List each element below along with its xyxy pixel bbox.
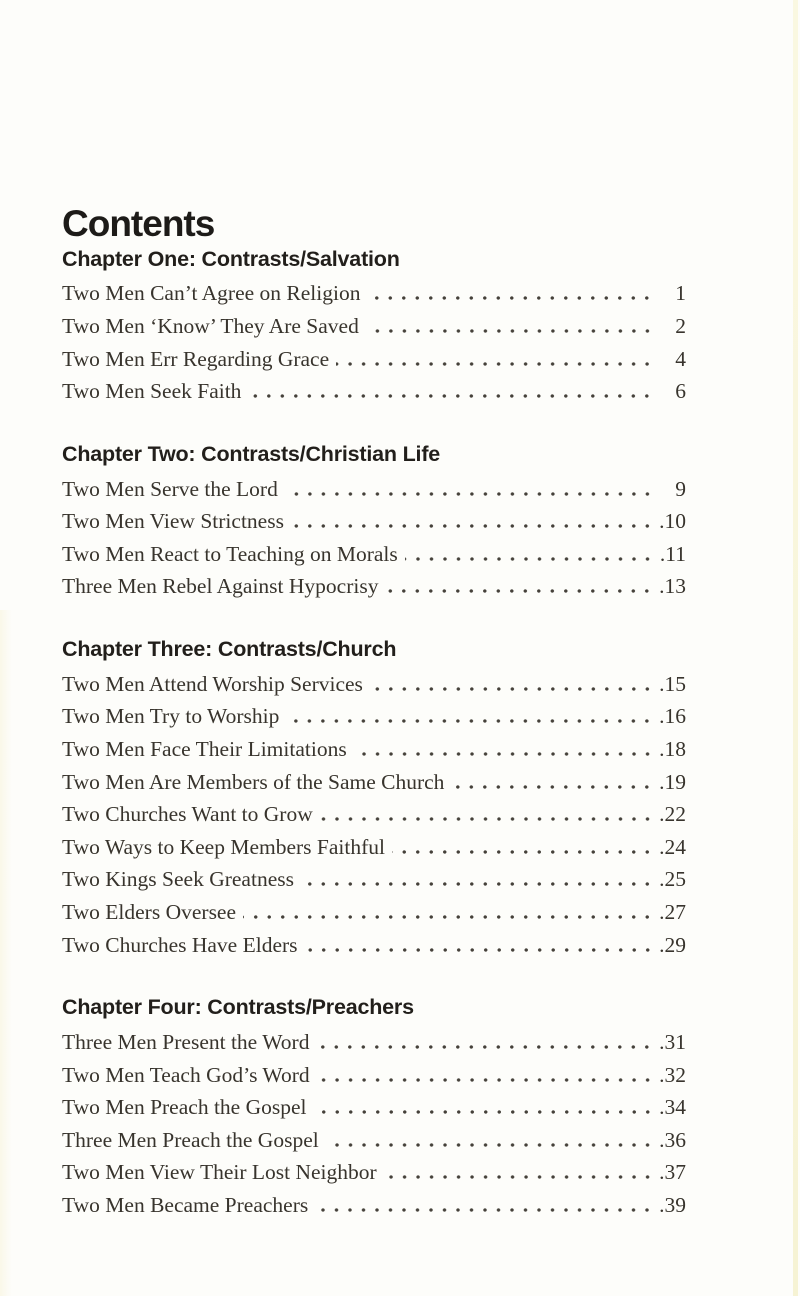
toc-entry-label: Two Men React to Teaching on Morals — [62, 541, 398, 566]
toc-entry-row — [62, 277, 686, 310]
toc-entry-label: Two Men Can’t Agree on Religion — [62, 281, 361, 306]
toc-entry-page: .22 — [659, 802, 686, 827]
toc-entry-page: .13 — [659, 574, 686, 599]
dot-leader — [336, 362, 654, 366]
dot-leader — [451, 785, 654, 789]
page-edge-shading-left — [0, 610, 12, 1296]
toc-entry-row — [62, 310, 686, 343]
table-of-contents — [62, 204, 686, 1222]
toc-entry-row — [62, 863, 686, 896]
toc-entry-label: Two Churches Want to Grow — [62, 802, 313, 827]
toc-entry-row — [62, 1156, 686, 1189]
toc-entry-row — [62, 505, 686, 538]
dot-leader — [243, 915, 654, 919]
toc-entry-page: .24 — [659, 834, 686, 859]
toc-section — [62, 961, 686, 1221]
toc-entry-label: Two Men Teach God’s Word — [62, 1062, 310, 1087]
page-edge-shading-right — [793, 0, 798, 1296]
toc-entry-label: Two Men Preach the Gospel — [62, 1095, 307, 1120]
toc-entry-row — [62, 929, 686, 962]
toc-entry-label: Two Ways to Keep Members Faithful — [62, 834, 385, 859]
dot-leader — [286, 719, 654, 723]
dot-leader — [366, 329, 654, 333]
toc-entry-row — [62, 700, 686, 733]
toc-entry-page: .31 — [659, 1029, 686, 1054]
toc-entry-row — [62, 473, 686, 506]
toc-entry-label: Two Men Err Regarding Grace — [62, 346, 330, 371]
chapter-heading: Chapter Four: Contrasts/Preachers — [62, 995, 414, 1020]
toc-entry-label: Two Men Try to Worship — [62, 704, 280, 729]
toc-entry-page: .15 — [659, 671, 686, 696]
dot-leader — [285, 492, 654, 496]
toc-entry-page: .34 — [659, 1095, 686, 1120]
toc-entry-label: Two Men Serve the Lord — [62, 476, 278, 501]
toc-entry-row — [62, 896, 686, 929]
toc-entry-page: 4 — [675, 346, 686, 371]
toc-section — [62, 408, 686, 603]
toc-entry-label: Two Churches Have Elders — [62, 932, 298, 957]
toc-entry-page: .39 — [659, 1192, 686, 1217]
toc-entry-page: 9 — [675, 476, 686, 501]
dot-leader — [248, 394, 654, 398]
toc-entry-row — [62, 831, 686, 864]
toc-entry-page: .29 — [659, 932, 686, 957]
dot-leader — [314, 1110, 655, 1114]
toc-entry-row — [62, 1091, 686, 1124]
toc-entry-label: Three Men Present the Word — [62, 1029, 310, 1054]
dot-leader — [354, 752, 654, 756]
toc-entry-label: Two Men Attend Worship Services — [62, 671, 363, 696]
toc-entry-row — [62, 668, 686, 701]
toc-entry-row — [62, 798, 686, 831]
toc-entry-label: Two Men Face Their Limitations — [62, 737, 347, 762]
toc-entry-page: .11 — [659, 541, 686, 566]
section-entries — [62, 473, 686, 603]
toc-entry-page: .25 — [659, 867, 686, 892]
toc-entry-page: 2 — [675, 314, 686, 339]
dot-leader — [385, 589, 654, 593]
dot-leader — [326, 1143, 654, 1147]
toc-entry-page: 1 — [675, 281, 686, 306]
toc-entry-label: Two Men Seek Faith — [62, 379, 242, 404]
dot-leader — [367, 296, 654, 300]
page-title: Contents — [62, 203, 215, 244]
toc-entry-page: 6 — [675, 379, 686, 404]
toc-entry-page: .37 — [659, 1160, 686, 1185]
section-entries — [62, 668, 686, 961]
toc-entry-page: .27 — [659, 899, 686, 924]
toc-entry-page: .18 — [659, 737, 686, 762]
toc-entry-page: .19 — [659, 769, 686, 794]
toc-entry-row — [62, 1059, 686, 1092]
section-entries — [62, 277, 686, 407]
dot-leader — [315, 1208, 654, 1212]
toc-entry-row — [62, 538, 686, 571]
toc-entry-page: .36 — [659, 1127, 686, 1152]
toc-entry-row — [62, 570, 686, 603]
chapter-heading: Chapter One: Contrasts/Salvation — [62, 246, 400, 271]
toc-entry-page: .32 — [659, 1062, 686, 1087]
toc-entry-row — [62, 733, 686, 766]
dot-leader — [405, 557, 654, 561]
dot-leader — [384, 1175, 654, 1179]
dot-leader — [316, 1045, 654, 1049]
toc-entry-label: Three Men Preach the Gospel — [62, 1127, 319, 1152]
dot-leader — [317, 1078, 654, 1082]
toc-entry-row — [62, 375, 686, 408]
toc-entry-label: Two Kings Seek Greatness — [62, 867, 294, 892]
toc-entry-label: Two Men View Their Lost Neighbor — [62, 1160, 377, 1185]
toc-entry-row — [62, 766, 686, 799]
chapter-heading: Chapter Three: Contrasts/Church — [62, 637, 397, 662]
toc-entry-row — [62, 1026, 686, 1059]
toc-entry-label: Two Men View Strictness — [62, 509, 284, 534]
dot-leader — [305, 948, 654, 952]
toc-entry-row — [62, 1124, 686, 1157]
dot-leader — [301, 882, 654, 886]
toc-entry-label: Three Men Rebel Against Hypocrisy — [62, 574, 379, 599]
section-entries — [62, 1026, 686, 1222]
toc-entry-label: Two Men Are Members of the Same Church — [62, 769, 445, 794]
toc-sections — [62, 247, 686, 1222]
dot-leader — [291, 524, 654, 528]
dot-leader — [320, 817, 654, 821]
toc-section — [62, 603, 686, 961]
toc-entry-row — [62, 343, 686, 376]
toc-entry-label: Two Men Became Preachers — [62, 1192, 309, 1217]
toc-entry-row — [62, 1189, 686, 1222]
toc-entry-label: Two Elders Oversee — [62, 899, 237, 924]
dot-leader — [392, 850, 654, 854]
dot-leader — [370, 687, 654, 691]
chapter-heading: Chapter Two: Contrasts/Christian Life — [62, 441, 441, 466]
toc-section — [62, 247, 686, 408]
toc-entry-page: .10 — [659, 509, 686, 534]
toc-entry-page: .16 — [659, 704, 686, 729]
toc-entry-label: Two Men ‘Know’ They Are Saved — [62, 314, 359, 339]
